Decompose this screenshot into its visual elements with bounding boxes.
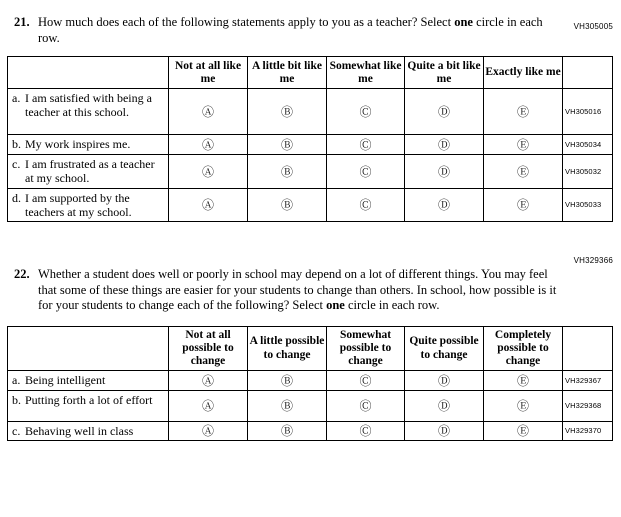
question-21-number: 21.	[14, 15, 30, 29]
response-circle-d[interactable]: Ⓓ	[405, 421, 484, 440]
statement-cell	[8, 135, 169, 155]
item-code: VH329370	[563, 421, 613, 440]
question-22-prompt	[38, 267, 566, 314]
response-circle-b[interactable]: Ⓑ	[248, 135, 327, 155]
question-22-number: 22.	[14, 266, 30, 281]
table-row-q22-b	[8, 390, 613, 421]
response-circle-a[interactable]: Ⓐ	[169, 390, 248, 421]
response-circle-e[interactable]: Ⓔ	[484, 135, 563, 155]
response-circle-b[interactable]: Ⓑ	[248, 155, 327, 188]
row-letter: b.	[12, 392, 21, 407]
column-header-somewhat: Somewhat like me	[327, 57, 405, 89]
response-circle-c[interactable]: Ⓒ	[327, 390, 405, 421]
row-letter: a.	[12, 91, 21, 106]
table-row-q21-c	[8, 155, 613, 188]
response-circle-b[interactable]: Ⓑ	[248, 89, 327, 135]
code-column-header	[563, 57, 613, 89]
response-circle-e[interactable]: Ⓔ	[484, 371, 563, 390]
row-letter: d.	[12, 190, 21, 205]
response-circle-e[interactable]: Ⓔ	[484, 421, 563, 440]
response-circle-c[interactable]: Ⓒ	[327, 89, 405, 135]
response-circle-b[interactable]: Ⓑ	[248, 390, 327, 421]
response-circle-c[interactable]: Ⓒ	[327, 155, 405, 188]
statement-column-header	[8, 326, 169, 371]
statement-text: I am satisfied with being a teacher at this school.	[25, 91, 152, 120]
item-code-q22: VH329366	[573, 255, 613, 265]
item-code: VH329367	[563, 371, 613, 390]
statement-cell	[8, 421, 169, 440]
response-circle-c[interactable]: Ⓒ	[327, 421, 405, 440]
q21-header-row	[8, 57, 613, 89]
statement-cell	[8, 89, 169, 135]
response-circle-a[interactable]: Ⓐ	[169, 188, 248, 221]
table-row-q21-a	[8, 89, 613, 135]
column-header-quite-a-bit: Quite a bit like me	[405, 57, 484, 89]
response-circle-d[interactable]: Ⓓ	[405, 135, 484, 155]
response-circle-c[interactable]: Ⓒ	[327, 188, 405, 221]
question-22	[14, 267, 611, 314]
column-header-quite-possible: Quite possible to change	[405, 326, 484, 371]
response-circle-b[interactable]: Ⓑ	[248, 188, 327, 221]
column-header-completely-possible: Completely possible to change	[484, 326, 563, 371]
response-circle-d[interactable]: Ⓓ	[405, 155, 484, 188]
response-circle-c[interactable]: Ⓒ	[327, 371, 405, 390]
statement-text: Putting forth a lot of effort	[25, 392, 153, 407]
column-header-a-little-possible: A little possible to change	[248, 326, 327, 371]
statement-text: Behaving well in class	[25, 423, 134, 438]
response-circle-a[interactable]: Ⓐ	[169, 371, 248, 390]
prompt-text: circle in each row.	[38, 15, 543, 45]
item-code: VH305016	[563, 89, 613, 135]
table-row-q21-d	[8, 188, 613, 221]
question-21	[14, 15, 611, 46]
row-letter: b.	[12, 137, 21, 152]
response-circle-b[interactable]: Ⓑ	[248, 371, 327, 390]
prompt-bold-one: one	[326, 298, 345, 313]
response-circle-d[interactable]: Ⓓ	[405, 89, 484, 135]
statement-column-header	[8, 57, 169, 89]
row-letter: a.	[12, 373, 21, 388]
response-circle-b[interactable]: Ⓑ	[248, 421, 327, 440]
prompt-text: How much does each of the following statements apply to you as a teacher? Select	[38, 15, 455, 29]
column-header-a-little-bit: A little bit like me	[248, 57, 327, 89]
response-circle-d[interactable]: Ⓓ	[405, 390, 484, 421]
response-circle-e[interactable]: Ⓔ	[484, 89, 563, 135]
response-circle-a[interactable]: Ⓐ	[169, 155, 248, 188]
statement-text: I am frustrated as a teacher at my school.	[25, 157, 155, 186]
table-row-q21-b	[8, 135, 613, 155]
item-code: VH305034	[563, 135, 613, 155]
response-circle-a[interactable]: Ⓐ	[169, 89, 248, 135]
item-code: VH305033	[563, 188, 613, 221]
statement-cell	[8, 188, 169, 221]
column-header-exactly: Exactly like me	[484, 57, 563, 89]
prompt-bold-one: one	[454, 15, 473, 29]
statement-text: My work inspires me.	[25, 137, 131, 152]
response-circle-e[interactable]: Ⓔ	[484, 155, 563, 188]
row-letter: c.	[12, 157, 21, 172]
prompt-text: Whether a student does well or poorly in school may depend on a lot of different things. You may feel that some of these things are easier for your students to change than others. In school, how possible is it for your students to change each of the following? Select	[38, 266, 557, 313]
statement-cell	[8, 155, 169, 188]
statement-cell	[8, 390, 169, 421]
table-row-q22-a	[8, 371, 613, 390]
response-circle-d[interactable]: Ⓓ	[405, 371, 484, 390]
response-circle-a[interactable]: Ⓐ	[169, 135, 248, 155]
column-header-not-at-all: Not at all like me	[169, 57, 248, 89]
row-letter: c.	[12, 423, 21, 438]
code-column-header	[563, 326, 613, 371]
prompt-text: circle in each row.	[344, 298, 440, 313]
q22-header-row	[8, 326, 613, 371]
column-header-not-at-all-possible: Not at all possible to change	[169, 326, 248, 371]
response-circle-e[interactable]: Ⓔ	[484, 390, 563, 421]
statement-text: I am supported by the teachers at my school.	[25, 190, 132, 219]
column-header-somewhat-possible: Somewhat possible to change	[327, 326, 405, 371]
response-circle-e[interactable]: Ⓔ	[484, 188, 563, 221]
item-code: VH305032	[563, 155, 613, 188]
question-21-prompt	[38, 15, 566, 46]
statement-text: Being intelligent	[25, 373, 106, 388]
statement-cell	[8, 371, 169, 390]
item-code-q21: VH305005	[573, 22, 613, 31]
response-circle-c[interactable]: Ⓒ	[327, 135, 405, 155]
q22-response-table	[7, 326, 613, 441]
response-circle-a[interactable]: Ⓐ	[169, 421, 248, 440]
response-circle-d[interactable]: Ⓓ	[405, 188, 484, 221]
item-code: VH329368	[563, 390, 613, 421]
q21-response-table	[7, 56, 613, 222]
table-row-q22-c	[8, 421, 613, 440]
